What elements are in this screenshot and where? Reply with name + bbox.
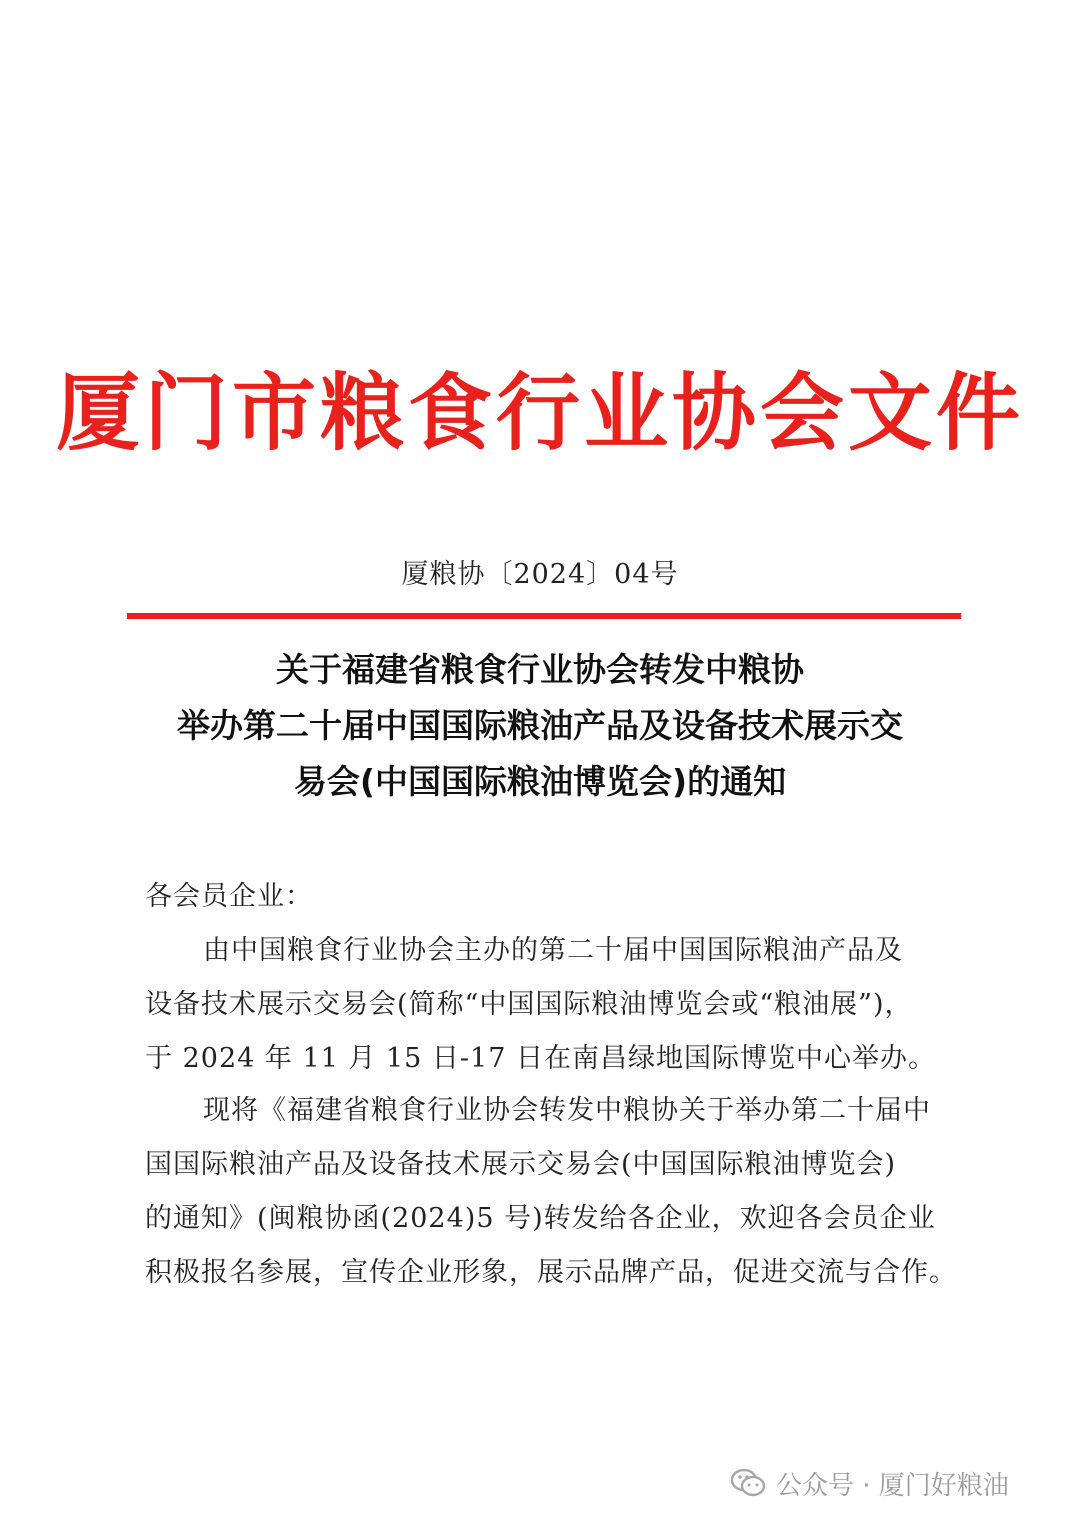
notice-title [100,642,980,810]
watermark-text: 公众号 · 厦门好粮油 [776,1470,1009,1501]
paragraph-line: 设备技术展示交易会(简称“中国国际粮油博览会或“粮油展”)， [145,989,913,1020]
paragraph-line: 国国际粮油产品及设备技术展示交易会(中国国际粮油博览会) [145,1149,897,1180]
paragraph-1 [145,924,955,1086]
paragraph-line: 现将《福建省粮食行业协会转发中粮协关于举办第二十届中 [203,1095,931,1126]
title-line: 关于福建省粮食行业协会转发中粮协 [276,650,804,689]
paragraph-line: 的通知》(闽粮协函(2024)5 号)转发给各企业，欢迎各会员企业 [145,1203,936,1234]
paragraph-line: 积极报名参展，宣传企业形象，展示品牌产品，促进交流与合作。 [145,1257,957,1288]
title-line: 易会(中国国际粮油博览会)的通知 [293,762,787,801]
wechat-icon [730,1467,766,1499]
document-number: 厦粮协〔2024〕04号 [401,559,679,590]
paragraph-line: 由中国粮食行业协会主办的第二十届中国国际粮油产品及 [203,935,903,966]
red-divider [127,613,961,619]
paragraph-line: 于 2024 年 11 月 15 日-17 日在南昌绿地国际博览中心举办。 [145,1043,936,1074]
salutation: 各会员企业： [145,881,313,912]
paragraph-2 [145,1084,955,1300]
masthead-title: 厦门市粮食行业协会文件 [55,363,1024,462]
title-line: 举办第二十届中国国际粮油产品及设备技术展示交 [177,706,903,745]
watermark [730,1463,1009,1503]
